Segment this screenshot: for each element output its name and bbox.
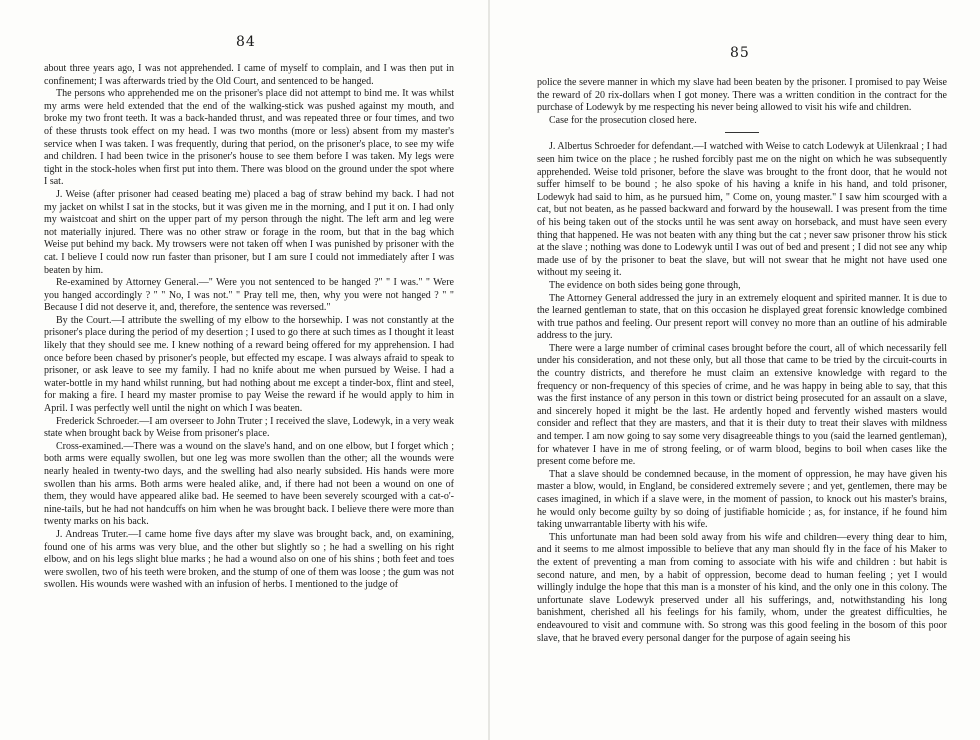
paragraph: This unfortunate man had been sold away from his wife and children—every thing dear to him, and it seems to me almost impossible to believe that any man should fly in the face of his Maker to the extent of preventing a man from coming to associate with his wife and children : but habit is second nature, and men, by a habit of oppression, become dead to human feeling ; yet I would willingly indulge the hope that this man is a monster of his kind, and the only one in this colony. The unfortunate slave Lodewyk preserved under all his sufferings, and, notwithstanding his long banishment, cherished all his feelings for his family, whom, under the greatest difficulties, he endeavoured to visit and commune with. So strong was this good feeling in the bosom of this poor slave, that he braved every personal danger for the purpose of again seeing his xyxy=(537,531,947,644)
paragraph: Frederick Schroeder.—I am overseer to John Truter ; I received the slave, Lodewyk, in a very weak state when brought back by Weise from prisoner's place. xyxy=(44,415,454,440)
page-number: 85 xyxy=(730,45,750,61)
paragraph: Cross-examined.—There was a wound on the slave's hand, and on one elbow, but I forget which ; both arms were equally swollen, but one leg was more swollen than the other; all the wounds were nearly healed in twenty-two days, and the swelling had also nearly subsided. His hands were more swollen than his arms. Both arms were healed alike, and, if there had not been a wound on one of them, they would have appeared alike bad. He seemed to have been severely scourged with a cat-o'-nine-tails, but he had not handcuffs on him when he was brought back. I believe there were more than twenty marks on his back. xyxy=(44,440,454,528)
right-page xyxy=(490,0,980,740)
paragraph: Case for the prosecution closed here. xyxy=(549,114,697,126)
paragraph: The Attorney General addressed the jury in an extremely eloquent and spirited manner. It is due to the learned gentleman to state, that on this occasion he displayed great forensic knowledge combined with true pathos and feeling. Our present report will convey no more than an outline of his admirable address to the jury. xyxy=(537,292,947,342)
page-body xyxy=(44,63,454,592)
paragraph: There were a large number of criminal cases brought before the court, all of which necessarily fell under his consideration, and not these only, but all those that came to be tried by the circuit-courts in the country districts, and therefore he must claim an extensive knowledge with regard to the frequency or non-frequency of this species of crime, and he was happy in being able to say, that this was the first instance of any person in this town or district being prosecuted for an assault on a slave, and sincerely hoped it might be the last. He ardently hoped and fervently wished masters would consider and reflect that they are masters, and that it is their duty to treat their slaves with mildness and temper. I am now going to say some very disagreeable things to you (said the learned gentleman), for whatever I have in me of strong feeling, or of warm blood, begins to boil when cases like the present come before me. xyxy=(537,342,947,468)
paragraph: about three years ago, I was not apprehended. I came of myself to complain, and I was then put in confinement; I was afterwards tried by the Old Court, and sentenced to be hanged. xyxy=(44,63,454,87)
paragraph: J. Andreas Truter.—I came home five days after my slave was brought back, and, on examining, found one of his arms was very blue, and the other but slightly so ; he had a swelling on his right elbow, and on his legs slight blue marks ; he had a wound also on one of his shins ; both feet and toes were swollen, two of his teeth were broken, and the stump of one of them was loose ; the gum was not swollen. His wounds were washed with an infusion of herbs. I mentioned to the judge of xyxy=(44,528,454,591)
paragraph: police the severe manner in which my slave had been beaten by the prisoner. I promised to pay Weise the reward of 20 rix-dollars when I got money. There was a written condition in the contract for the purchase of Lodewyk by me respecting his never being allowed to visit his wife and children. xyxy=(537,77,947,114)
paragraph: By the Court.—I attribute the swelling of my elbow to the horsewhip. I was not constantly at the prisoner's place during the period of my desertion ; I used to go there at such times as I thought it least likely that they should see me. I knew nothing of a reward being offered for my apprehension. I had once before been chased by prisoner's people, but effected my escape. I was always afraid to speak to prisoner, or ask leave to see my family. I had no knife about me when pursued by Weise. I had a water-bottle in my hand whilst running, but had nothing about me except a tinder-box, flint and steel, for making a fire. I heard my master promise to pay Weise the reward if he would apply to him in April. I was perfectly well until the night on which I was beaten. xyxy=(44,314,454,415)
paragraph: The persons who apprehended me on the prisoner's place did not attempt to bind me. It was whilst my arms were held extended that the end of the walking-stick was pushed against my mouth, and broke my two front teeth. It was a back-handed thrust, and was repeated three or four times, and two of these thrusts took effect on my head. I was two months (more or less) absent from my master's service when I was taken. I was frequently, during that period, on the prisoner's place, to see my wife and children. I had been twice in the prisoner's house to see them before I was taken. My legs were tight in the stock-holes when first put into them. There was blood on the ground under the spot where I sat. xyxy=(44,88,454,188)
paragraph: J. Weise (after prisoner had ceased beating me) placed a bag of straw behind my back. I had not my jacket on whilst I sat in the stocks, but it was given me in the morning, and I put it on. I had only my waistcoat and shirt on the upper part of my person through the night. The left arm and leg were not materially injured. There was no other straw or forage in the room, but that in the bag which Weise put behind my back. My trowsers were not taken off when I was punished by prisoner with the cat. I believe I could now run faster than prisoner, but I am sure I could not immediately after I was beaten by him. xyxy=(44,188,454,276)
page-number: 84 xyxy=(236,34,256,50)
paragraph: The evidence on both sides being gone through, xyxy=(549,279,741,291)
section-divider xyxy=(725,132,759,133)
page-body xyxy=(537,77,947,645)
paragraph: That a slave should be condemned because, in the moment of oppression, he may have given his master a blow, would, in England, be considered extremely severe ; and yet, gentlemen, there may be cases imagined, in which if a slave were, in the moment of passion, to knock out his master's brains, he would only become guilty by so doing of justifiable homicide ; as, for instance, if he found him taking unwarrantable liberty with his wife. xyxy=(537,468,947,531)
paragraph: Re-examined by Attorney General.—" Were you not sentenced to be hanged ?" " I was." " Were you hanged accordingly ? " " No, I was not." " Pray tell me, then, why you were not hanged ? " " Because I did not deserve it, and, therefore, the sentence was reversed." xyxy=(44,277,454,314)
paragraph: J. Albertus Schroeder for defendant.—I watched with Weise to catch Lodewyk at Uilenkraal ; I had seen him twice on the place ; he rushed forcibly past me on the night on which he was subsequently apprehended. Weise told prisoner, before the slave was brought to the front door, that he would not suffer himself to be bound ; he also spoke of his having a knife in his hand, and told prisoner, Lodewyk had said to him, as he pursued him, " Come on, young master." I saw him scourged with a cat, but not beaten, as he passed backward and forward by the housewall. I was present from the time of his being taken out of the stocks until he was sent away on horseback, and must have seen every thing that happened. He was not beaten with any thing but the cat ; never saw prisoner throw his stick at the slave ; nothing was done to Lodewyk until I was out of bed and present ; I did not see any whip made use of by the prisoner to beat the slave, but will not swear that he might not have used one without my seeing it. xyxy=(537,141,947,279)
